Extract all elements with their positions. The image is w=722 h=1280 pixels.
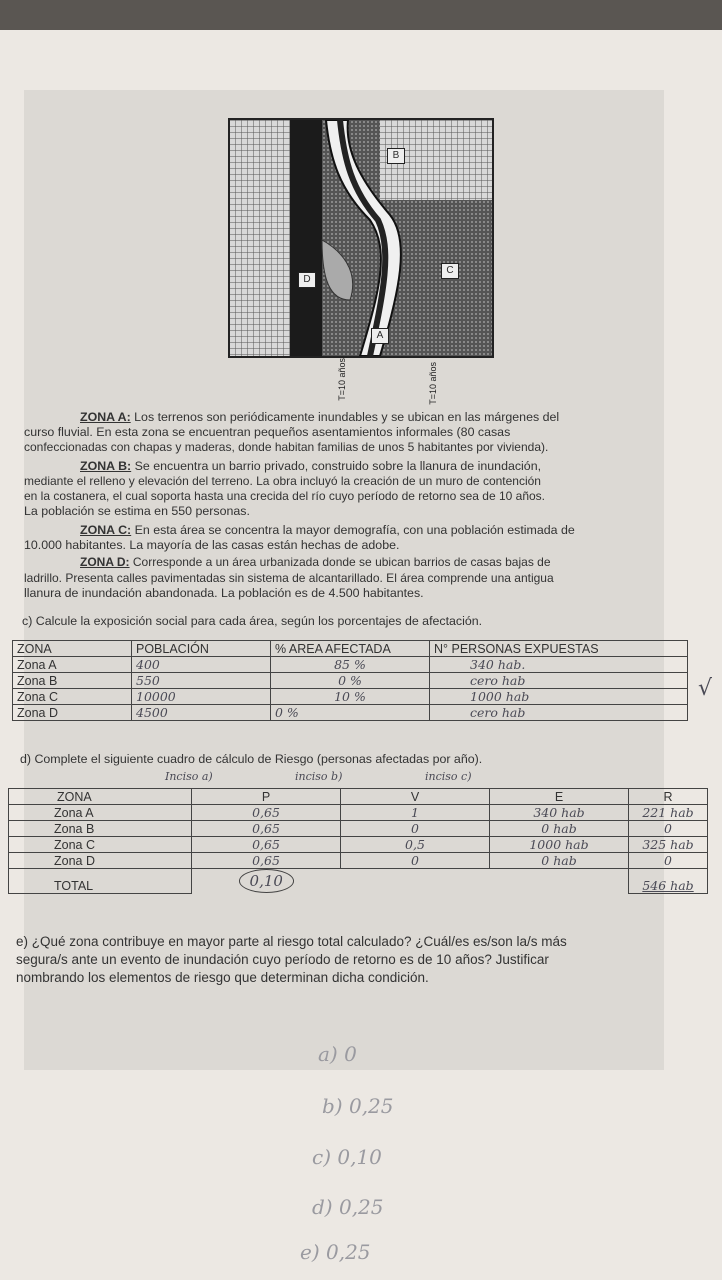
question-c-prompt: c) Calcule la exposición social para cada área, según los porcentajes de afectación. [22,614,483,628]
cell-e: 340 hab [490,805,629,821]
cell-personas: 1000 hab [430,689,688,705]
margin-note-a: a) 0 [318,1042,357,1066]
cell-area: 0 % [271,705,430,721]
cell-r: 221 hab [629,805,708,821]
cell-zona: Zona A [13,657,132,673]
zona-b-line-3: en la costanera, el cual soporta hasta una crecida del río cuyo período de retorno sea de 10 años. [24,489,546,503]
cell-e: 1000 hab [490,837,629,853]
header-zona: ZONA [13,641,132,657]
zona-a-line-3: confeccionadas con chapas y maderas, donde habitan familias de unos 5 habitantes por vivienda). [24,440,549,454]
total-p: 0,10 [239,869,294,893]
header-poblacion: POBLACIÓN [132,641,271,657]
zona-c-text-1: En esta área se concentra la mayor demografía, con una población estimada de [134,523,575,537]
header-personas: N° PERSONAS EXPUESTAS [430,641,688,657]
header-area: % AREA AFECTADA [271,641,430,657]
cell-zona: Zona C [9,837,192,853]
question-e-line-2: segura/s ante un evento de inundación cuyo período de retorno es de 10 años? Justificar [16,952,549,967]
zona-c-title: ZONA C: [80,523,132,537]
cell-personas: cero hab [430,673,688,689]
zona-b-line-2: mediante el relleno y elevación del terreno. La obra incluyó la creación de un muro de contención [24,474,541,488]
total-r: 546 hab [629,869,708,894]
cell-v: 0 [341,853,490,869]
question-d-prompt: d) Complete el siguiente cuadro de cálculo de Riesgo (personas afectadas por año). [20,752,483,766]
table-header-row [13,641,688,657]
table-row [9,805,708,821]
cell-poblacion: 400 [132,657,271,673]
cell-r: 0 [629,853,708,869]
zona-a-text-1: Los terrenos son periódicamente inundables y se ubican en las márgenes del [134,410,560,424]
note-inciso-a: Inciso a) [165,770,213,783]
table-header-row [9,789,708,805]
header-zona: ZONA [9,789,192,805]
map-label-c: C [441,263,459,279]
map-label-b: B [387,148,405,164]
map-label-a: A [371,328,389,344]
empty-cell [341,869,490,894]
cell-r: 325 hab [629,837,708,853]
cell-poblacion: 10000 [132,689,271,705]
note-inciso-b: inciso b) [295,770,343,783]
total-label: TOTAL [9,869,192,894]
cell-personas: 340 hab. [430,657,688,673]
check-mark: √ [698,676,713,701]
zona-b-title: ZONA B: [80,459,132,473]
cell-zona: Zona A [9,805,192,821]
cell-zona: Zona B [9,821,192,837]
table-row [13,657,688,673]
cell-zona: Zona D [9,853,192,869]
zona-b-line-4: La población se estima en 550 personas. [24,504,250,518]
margin-note-d: d) 0,25 [312,1195,384,1219]
zona-a-title: ZONA A: [80,410,131,424]
margin-note-c: c) 0,10 [312,1145,382,1169]
cell-poblacion: 550 [132,673,271,689]
header-v: V [341,789,490,805]
table-row [9,837,708,853]
zona-d-line-1 [80,555,551,570]
table-row [9,853,708,869]
zona-a-line-2: curso fluvial. En esta zona se encuentran pequeños asentamientos informales (80 casas [24,425,511,439]
total-row [9,869,708,894]
header-p: P [192,789,341,805]
map-drawing [230,120,492,356]
question-e-line-3: nombrando los elementos de riesgo que determinan dicha condición. [16,970,429,985]
zona-b-text-1: Se encuentra un barrio privado, construido sobre la llanura de inundación, [134,459,542,473]
cell-zona: Zona C [13,689,132,705]
zona-d-text-1: Corresponde a un área urbanizada donde se ubican barrios de casas bajas de [132,555,551,569]
cell-personas: cero hab [430,705,688,721]
total-p-cell [192,869,341,894]
cell-v: 0 [341,821,490,837]
zona-c-line-1 [80,523,575,538]
cell-area: 10 % [271,689,430,705]
cell-p: 0,65 [192,853,341,869]
table-row [13,689,688,705]
cell-e: 0 hab [490,821,629,837]
table-row [13,673,688,689]
risk-table [8,788,708,894]
cell-poblacion: 4500 [132,705,271,721]
cell-v: 0,5 [341,837,490,853]
zona-d-line-2: ladrillo. Presenta calles pavimentadas sin sistema de alcantarillado. El área comprende una antigua [24,571,554,585]
cell-zona: Zona D [13,705,132,721]
margin-note-e: e) 0,25 [300,1240,371,1264]
cell-e: 0 hab [490,853,629,869]
return-period-label-2: T=10 años [428,362,438,405]
cell-area: 0 % [271,673,430,689]
zona-d-line-3: llanura de inundación abandonada. La población es de 4.500 habitantes. [24,586,424,600]
empty-cell [490,869,629,894]
table-row [9,821,708,837]
zona-b-line-1 [80,459,541,474]
map-label-d: D [298,272,316,288]
zona-c-line-2: 10.000 habitantes. La mayoría de las casas están hechas de adobe. [24,538,400,552]
cell-p: 0,65 [192,821,341,837]
zona-a-line-1 [80,410,559,425]
question-e-line-1: e) ¿Qué zona contribuye en mayor parte al riesgo total calculado? ¿Cuál/es es/son la/s más [16,934,567,949]
cell-p: 0,65 [192,805,341,821]
return-period-label-1: T=10 años [337,358,347,401]
cell-r: 0 [629,821,708,837]
cell-zona: Zona B [13,673,132,689]
header-e: E [490,789,629,805]
table-row [13,705,688,721]
margin-note-b: b) 0,25 [322,1094,394,1118]
note-inciso-c: inciso c) [425,770,472,783]
flood-zone-map [228,118,494,358]
cell-v: 1 [341,805,490,821]
exposure-table [12,640,688,721]
zona-d-title: ZONA D: [80,555,130,569]
cell-area: 85 % [271,657,430,673]
header-r: R [629,789,708,805]
cell-p: 0,65 [192,837,341,853]
